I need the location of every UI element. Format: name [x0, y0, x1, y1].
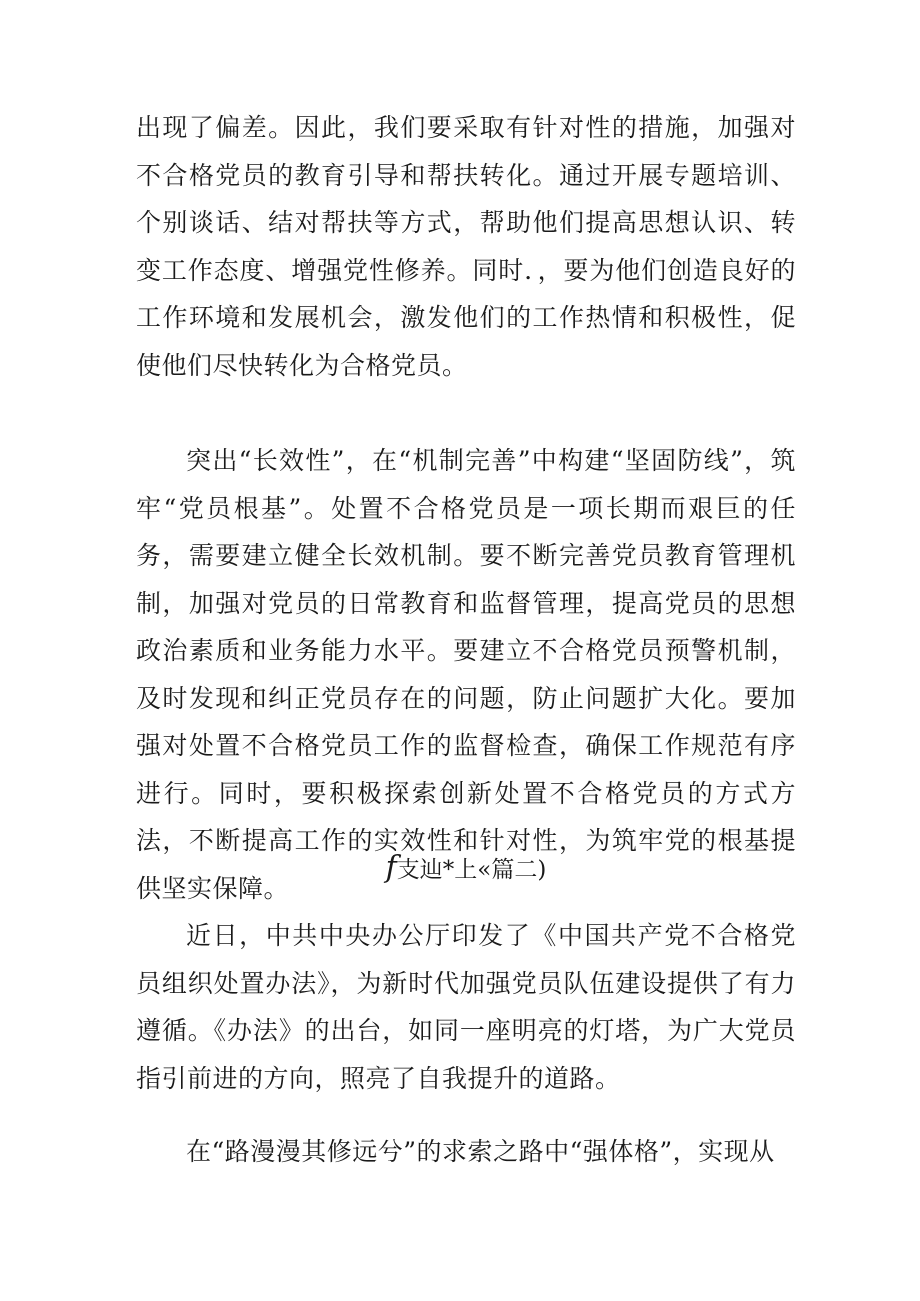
- heading-text: 支辿*上«篇二): [396, 857, 547, 883]
- paragraph-strengthen: 在“路漫漫其修远兮”的求索之路中“强体格”，实现从: [186, 1137, 775, 1166]
- paragraph-continuation: 出现了偏差。因此，我们要采取有针对性的措施，加强对不合格党员的教育引导和帮扶转化。通过开展专题培训、个别谈话、结对帮扶等方式，帮助他们提高思想认识、转变工作态度、增强党性修养。同时．，要为他们创造良好的工作环境和发展机会，激发他们的工作热情和积极性，促使他们尽快转化为合格党员。: [136, 113, 796, 380]
- paragraph-long-term-mechanism: 突出“长效性”，在“机制完善”中构建“坚固防线”，筑牢“党员根基”。处置不合格党员是一项长期而艰巨的任务，需要建立健全长效机制。要不断完善党员教育管理机制，加强对党员的日常教育和监督管理，提高党员的思想政治素质和业务能力水平。要建立不合格党员预警机制，及时发现和纠正党员存在的问题，防止问题扩大化。要加强对处置不合格党员工作的监督检查，确保工作规范有序进行。同时，要积极探索创新处置不合格党员的方式方法，不断提高工作的实效性和针对性，为筑牢党的根基提供坚实保障。: [136, 446, 796, 903]
- section-heading: [136, 848, 796, 890]
- paragraph-intro-measures: 近日，中共中央办公厅印发了《中国共产党不合格党员组织处置办法》，为新时代加强党员队伍建设提供了有力遵循。《办法》的出台，如同一座明亮的灯塔，为广大党员指引前进的方向，照亮了自我提升的道路。: [136, 921, 796, 1093]
- heading-lead-glyph: f: [385, 850, 397, 885]
